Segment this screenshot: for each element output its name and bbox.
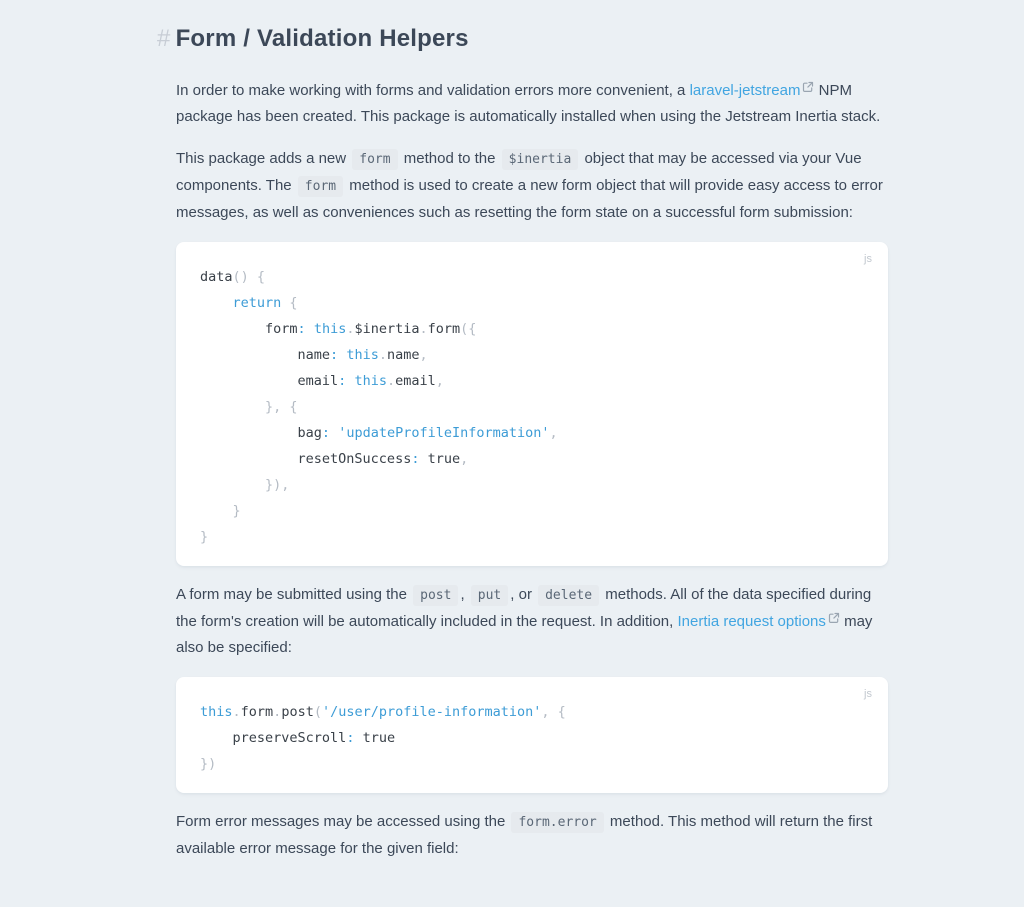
code-line: return { [232, 295, 298, 311]
doc-link[interactable]: Inertia request options [677, 613, 826, 630]
text-run: , or [510, 586, 537, 603]
text-run: object that may be accessed via your Vue components. The [176, 150, 862, 194]
code-language-label: js [864, 688, 872, 700]
code-line: } [200, 529, 209, 545]
paragraph [176, 809, 888, 862]
code-line: name: this.name, [200, 347, 428, 363]
inline-code: delete [538, 585, 599, 606]
inline-code: form [352, 149, 397, 170]
code-line: }) [200, 756, 217, 772]
paragraph [176, 78, 888, 130]
code-line: } [200, 503, 241, 519]
code-block [176, 242, 888, 566]
code-content [200, 699, 864, 777]
paragraph [176, 582, 888, 661]
text-run: This package adds a new [176, 150, 351, 167]
code-line: resetOnSuccess: true, [200, 451, 469, 467]
text-run: method is used to create a new form object that will provide easy access to error messages, as well as conveniences such as resetting the form state on a successful form submission: [176, 177, 883, 221]
code-line: }, { [200, 399, 298, 415]
inline-code: put [471, 585, 508, 606]
page-title-text: Form / Validation Helpers [175, 25, 469, 52]
text-run: NPM package has been created. This package is automatically installed when using the Jetstream Inertia stack. [176, 82, 881, 125]
text-run: method. This method will return the first available error message for the given field: [176, 813, 873, 857]
paragraph [176, 146, 888, 226]
code-line: }), [200, 477, 290, 493]
text-run: , [460, 586, 469, 603]
text-run: Form error messages may be accessed using the [176, 813, 510, 830]
text-run: In order to make working with forms and validation errors more convenient, a [176, 82, 690, 99]
code-line: email: this.email, [200, 373, 444, 389]
text-run: methods. All of the data specified during the form's creation will be automatically included in the request. In addition, [176, 586, 872, 630]
doc-link[interactable]: laravel-jetstream [689, 82, 801, 99]
code-block [176, 677, 888, 793]
text-run: may also be specified: [176, 613, 873, 656]
page-title [157, 22, 888, 56]
heading-anchor-hash[interactable]: # [157, 25, 171, 52]
code-content [200, 264, 864, 550]
code-line: data() { [200, 269, 266, 285]
code-language-label: js [864, 253, 872, 265]
text-run: A form may be submitted using the [176, 586, 412, 603]
text-run: method to the [399, 150, 500, 167]
external-link-icon [802, 81, 814, 93]
article-body [176, 78, 888, 862]
code-line: this.form.post('/user/profile-information', { [200, 704, 566, 720]
inline-code: form [298, 176, 343, 197]
code-line: preserveScroll: true [200, 730, 396, 746]
code-line: bag: 'updateProfileInformation', [200, 425, 558, 441]
external-link-icon [828, 612, 840, 624]
inline-code: $inertia [502, 149, 579, 170]
inline-code: form.error [511, 812, 603, 833]
code-line: form: this.$inertia.form({ [200, 321, 477, 337]
inline-code: post [413, 585, 458, 606]
